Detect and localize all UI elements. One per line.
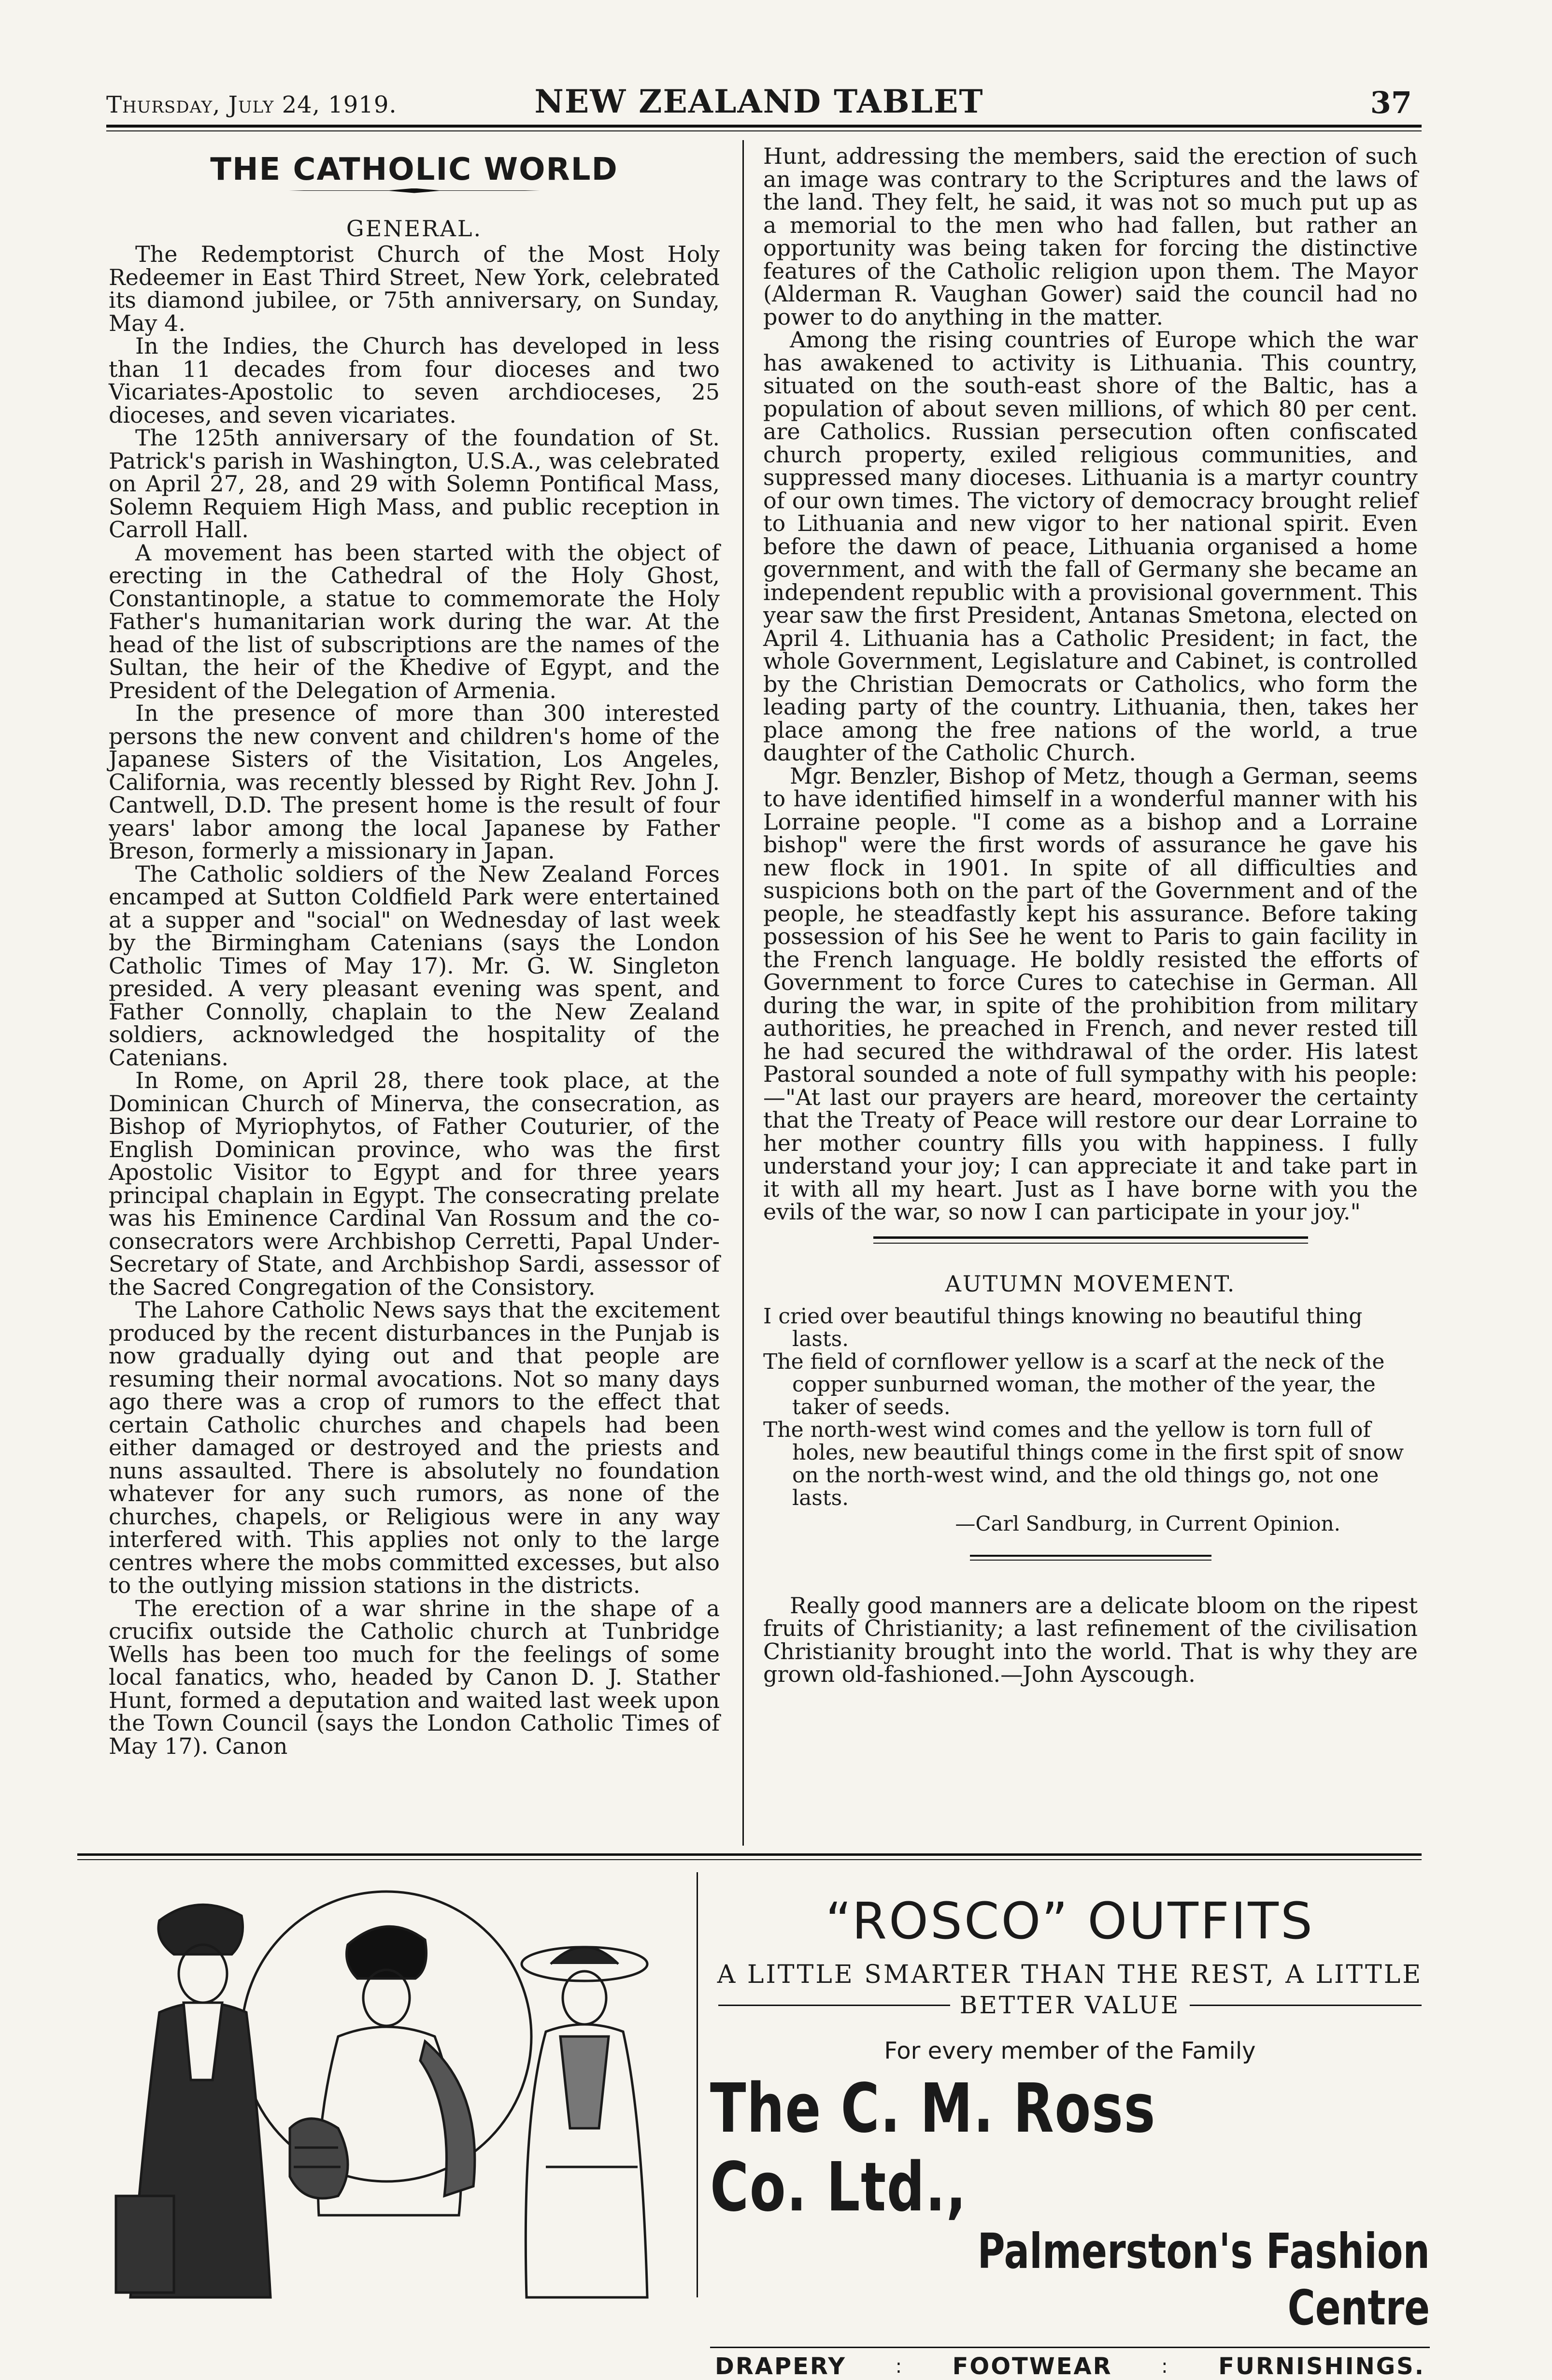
advert-bar (710, 2347, 1430, 2348)
article-paragraph: Mgr. Benzler, Bishop of Metz, though a German, seems to have identified himself in a wonderful manner with his Lorraine people. "I come as a bishop and a Lorraine bishop" were the first words of assurance he gave his new flock in 1901. In spite of all difficulties and suspicions both on the part of the Government and of the people, he steadfastly kept his assurance. Before taking possession of his See he went to Paris to gain facility in the French language. He boldly resisted the efforts of Government to force Cures to catechise in German. All during the war, in spite of the prohibition from military authorities, he preached in French, and never rested till he had secured the withdrawal of the order. His latest Pastoral sounded a note of full sympathy with his people:—"At last our prayers are heard, moreover the certainty that the Treaty of Peace will restore our dear Lorraine to her mother country fills you with happiness. I fully understand your joy; I can appreciate it and take part in it with all my heart. Just as I have borne with you the evils of the war, so now I can participate in your joy." (763, 762, 1418, 1225)
poem-separator (970, 1555, 1211, 1561)
advertisement (72, 1867, 1430, 2380)
advert-rule-thin (77, 1859, 1422, 1860)
advert-rule (77, 1853, 1422, 1856)
company-name: The C. M. Ross Co. Ltd., (710, 2069, 1156, 2227)
poem-credit: —Carl Sandburg, in Current Opinion. (955, 1512, 1340, 1535)
poem-line: The field of cornflower yellow is a scarf at the neck of the copper sunburned woman, the mother of the year, the taker of seeds. (763, 1349, 1385, 1419)
advert-slogan: A LITTLE SMARTER THAN THE REST, A LITTLE (717, 1960, 1423, 1989)
fashion-illustration (87, 1877, 686, 2302)
section-separator (873, 1236, 1308, 1244)
poem (763, 1305, 1418, 1509)
advert-text (710, 1877, 1430, 2380)
header-rule (106, 125, 1422, 128)
company-tagline: Palmerston's Fashion Centre (977, 2223, 1430, 2336)
article-paragraph: In Rome, on April 28, there took place, at the Dominican Church of Minerva, the consecration, as Bishop of Myriophytos, of Father Couturier, of the English Dominican province, who was the first Apostolic Visitor to Egypt and for three years principal chaplain in Egypt. The consecrating prelate was his Eminence Cardinal Van Rossum and the co-consecrators were Archbishop Cerretti, Papal Under-Secretary of State, and Archbishop Sardi, assessor of the Sacred Congregation of the Consistory. (109, 1067, 720, 1300)
advert-title: “ROSCO” OUTFITS (826, 1892, 1314, 1950)
article-paragraph: Hunt, addressing the members, said the erection of such an image was contrary to the Scriptures and the laws of the land. They felt, he said, it was not so much put up as a memorial to the men who had fallen, but rather an opportunity was being taken for forcing the distinctive features of the Catholic religion upon them. The Mayor (Alderman R. Vaughan Gower) said the council had no power to do anything in the matter. (763, 143, 1418, 330)
poem-line: The north-west wind comes and the yellow is torn full of holes, new beautiful things come in the first spit of snow on the north-west wind, and the old things go, not one lasts. (763, 1418, 1404, 1510)
article-paragraph: In the Indies, the Church has developed in less than 11 decades from four dioceses and two Vicariates-Apostolic to seven archdioceses, 25 dioceses, and seven vicariates. (109, 333, 720, 428)
publication-title: NEW ZEALAND TABLET (534, 83, 984, 120)
header-rule-thin (106, 130, 1422, 131)
article-paragraph: The 125th anniversary of the foundation of St. Patrick's parish in Washington, U.S.A., was celebrated on April 27, 28, and 29 with Solemn Pontifical Mass, Solemn Requiem High Mass, and public reception in Carroll Hall. (109, 425, 720, 543)
article-paragraph: The Lahore Catholic News says that the excitement produced by the recent disturbances in the Punjab is now gradually dying out and that people are resuming their normal avocations. Not so many days ago there was a crop of rumors to the effect that certain Catholic churches and chapels had been either damaged or destroyed and the priests and nuns assaulted. There is absolutely no foundation whatever for any such rumors, as none of the churches, chapels, or Religious were in any way interfered with. This applies not only to the large centres where the mobs committed excesses, but also to the outlying mission stations in the districts. (109, 1297, 720, 1598)
article-paragraph: The Redemptorist Church of the Most Holy Redeemer in East Third Street, New York, celebrated its diamond jubilee, or 75th anniversary, on Sunday, May 4. (109, 241, 720, 336)
department-footwear: FOOTWEAR (952, 2353, 1112, 2380)
article-paragraph: The Catholic soldiers of the New Zealand Forces encamped at Sutton Coldfield Park were entertained at a supper and "social" on Wednesday of last week by the Birmingham Catenians (says the London Catholic Times of May 17). Mr. G. W. Singleton presided. A very pleasant evening was spent, and Father Connolly, chaplain to the New Zealand soldiers, acknowledged the hospitality of the Catenians. (109, 860, 720, 1071)
dept-separator: : (895, 2355, 904, 2378)
poem-line: I cried over beautiful things knowing no beautiful thing lasts. (763, 1304, 1363, 1351)
right-column (763, 145, 1418, 1686)
page-header (106, 85, 1412, 123)
advert-member-line: For every member of the Family (884, 2037, 1256, 2065)
better-value: BETTER VALUE (959, 1991, 1181, 2019)
closing-paragraph: Really good manners are a delicate bloom on the ripest fruits of Christianity; a last refinement of the civilisation Christianity brought into the world. That is why they are grown old-fashioned.—John Ayscough. (763, 1592, 1418, 1687)
department-furnishings: FURNISHINGS. (1218, 2353, 1425, 2380)
section-subhead: GENERAL. (346, 215, 483, 242)
dept-separator: : (1161, 2355, 1169, 2378)
poem-title: AUTUMN MOVEMENT. (945, 1270, 1236, 1297)
advert-divider (697, 1872, 698, 2297)
left-column (109, 145, 720, 1758)
article-paragraph: The erection of a war shrine in the shape of a crucifix outside the Catholic church at Tunbridge Wells has been too much for the feelings of some local fanatics, who, headed by Canon D. J. Stather Hunt, formed a deputation and waited last week upon the Town Council (says the London Catholic Times of May 17). Canon (109, 1595, 720, 1759)
department-drapery: DRAPERY (715, 2353, 847, 2380)
title-ornament (109, 188, 720, 193)
column-divider (742, 140, 744, 1846)
article-paragraph: A movement has been started with the object of erecting in the Cathedral of the Holy Ghost, Constantinople, a statue to commemorate the Holy Father's humanitarian work during the war. At the head of the list of subscriptions are the names of the Sultan, the heir of the Khedive of Egypt, and the President of the Delegation of Armenia. (109, 539, 720, 703)
article-paragraph: In the presence of more than 300 interested persons the new convent and children's home of the Japanese Sisters of the Visitation, Los Angeles, California, was recently blessed by Right Rev. John J. Cantwell, D.D. The present home is the result of four years' labor among the local Japanese by Father Breson, formerly a missionary in Japan. (109, 700, 720, 864)
issue-date: Thursday, July 24, 1919. (106, 91, 397, 118)
departments (710, 2353, 1430, 2380)
section-title: THE CATHOLIC WORLD (210, 152, 618, 187)
page-number: 37 (1370, 85, 1412, 120)
advert-slogan-cont (710, 1991, 1430, 2019)
article-paragraph: Among the rising countries of Europe which the war has awakened to activity is Lithuania. This country, situated on the south-east shore of the Baltic, has a population of about seven millions, of which 80 per cent. are Catholics. Russian persecution often confiscated church property, exiled religious communities, and suppressed many dioceses. Lithuania is a martyr country of our own times. The victory of democracy brought relief to Lithuania and new vigor to her national spirit. Even before the dawn of peace, Lithuania organised a home government, and with the fall of Germany she became an independent republic with a provisional government. This year saw the first President, Antanas Smetona, elected on April 4. Lithuania has a Catholic President; in fact, the whole Government, Legislature and Cabinet, is controlled by the Christian Democrats or Catholics, who form the leading party of the country. Lithuania, then, takes her place among the free nations of the world, a true daughter of the Catholic Church. (763, 327, 1418, 766)
